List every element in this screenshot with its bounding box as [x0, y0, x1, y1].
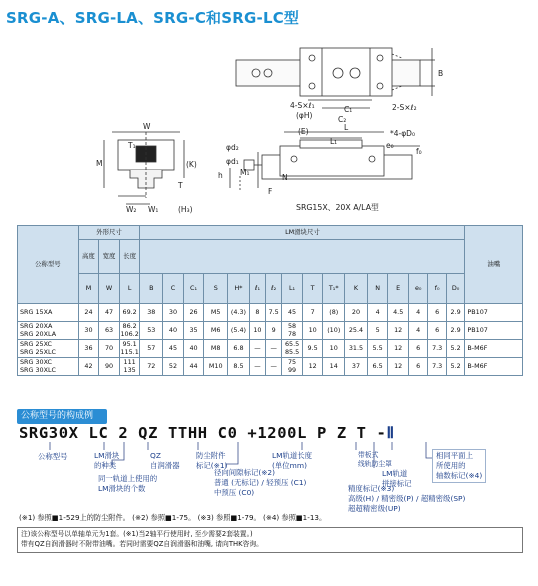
model-code-roman: Ⅱ	[386, 424, 395, 442]
spec-cell: 42	[78, 358, 99, 376]
spec-cell: 53	[140, 322, 163, 340]
letter-cell: ℓ₂	[266, 274, 282, 304]
dim-label: e₀	[386, 141, 394, 150]
ann-rail-plug: LM轨道 拼接标记	[382, 469, 412, 488]
letter-cell: B	[140, 274, 163, 304]
spec-cell: 45	[163, 340, 184, 358]
block-dims-header: LM滑块尺寸	[140, 226, 465, 240]
spec-cell: (5.4)	[228, 322, 250, 340]
dim-label: W	[143, 122, 151, 131]
top-view	[236, 48, 435, 108]
spec-cell: 36	[78, 340, 99, 358]
ann-clearance: 径向间隙标记(※2) 普通 (无标记) / 轻预压 (C1) 中预压 (C0)	[214, 468, 307, 497]
dim-label: (E)	[298, 127, 309, 136]
spec-cell: 57	[140, 340, 163, 358]
spec-cell: M6	[204, 322, 228, 340]
dim-label: (K)	[186, 160, 197, 169]
spec-cell: 30	[163, 304, 184, 322]
spec-cell: 26	[183, 304, 204, 322]
spec-cell: 44	[183, 358, 204, 376]
ann-block-type: LM滑块 的种类	[94, 451, 120, 470]
spec-cell: 40	[163, 322, 184, 340]
dim-label: h	[218, 171, 223, 180]
dim-label: T	[178, 181, 183, 190]
dim-label: C₂	[338, 115, 347, 124]
model-code-main: SRG30X LC 2 QZ TTHH C0 +1200L P Z T -	[19, 424, 387, 442]
letter-cell: T	[302, 274, 323, 304]
spec-cell: 12	[388, 322, 409, 340]
width-header: 宽度	[99, 240, 120, 274]
letter-cell: N	[367, 274, 388, 304]
spec-cell: 65.5 85.5	[282, 340, 303, 358]
spec-cell: 20	[345, 304, 368, 322]
dim-label: N	[282, 173, 288, 182]
spec-cell: 70	[99, 340, 120, 358]
letter-cell: T₁*	[323, 274, 345, 304]
spec-cell: 12	[302, 358, 323, 376]
dim-label: 2-S×ℓ₂	[392, 103, 417, 112]
dim-label: W₂	[126, 205, 137, 214]
spec-cell: 5.2	[446, 358, 465, 376]
spec-cell: 12	[388, 340, 409, 358]
spec-cell: 4	[367, 304, 388, 322]
model-cell: SRG 30XC SRG 30XLC	[18, 358, 79, 376]
dim-label: B	[438, 69, 444, 78]
spec-cell: 6	[428, 322, 446, 340]
spec-cell: PB107	[465, 304, 523, 322]
spec-cell: 9.5	[302, 340, 323, 358]
letter-cell: D₀	[446, 274, 465, 304]
spec-cell: 7.3	[428, 340, 446, 358]
spec-cell: —	[266, 340, 282, 358]
spec-cell: 14	[323, 358, 345, 376]
spec-cell: 10	[323, 340, 345, 358]
spec-cell: 7.5	[266, 304, 282, 322]
drawing-caption: SRG15X、20X A/LA型	[296, 203, 379, 212]
dim-label: T₁	[128, 141, 136, 150]
ann-qz: QZ 自润滑器	[150, 451, 180, 470]
spec-cell: 9	[266, 322, 282, 340]
model-cell: SRG 20XA SRG 20XLA	[18, 322, 79, 340]
letter-cell: f₀	[428, 274, 446, 304]
spec-cell: 72	[140, 358, 163, 376]
spec-cell: 5	[367, 322, 388, 340]
spec-cell: 5.2	[446, 340, 465, 358]
spec-cell: 10	[249, 322, 265, 340]
spec-cell: —	[249, 340, 265, 358]
spec-cell: 31.5	[345, 340, 368, 358]
spec-cell: 63	[99, 322, 120, 340]
spec-cell: 38	[140, 304, 163, 322]
spec-cell: 2.9	[446, 304, 465, 322]
ann-rail-length: LM轨道长度 (单位mm)	[272, 451, 313, 470]
dim-label: W₁	[148, 205, 159, 214]
spec-cell: 90	[99, 358, 120, 376]
spec-cell: 45	[282, 304, 303, 322]
spec-cell: 47	[99, 304, 120, 322]
spec-row	[18, 340, 523, 358]
length-header: 长度	[119, 240, 140, 274]
spec-cell: 86.2 106.2	[120, 322, 139, 338]
spec-cell: 6	[428, 304, 446, 322]
spec-cell: 30	[78, 322, 99, 340]
model-cell: SRG 25XC SRG 25XLC	[18, 340, 79, 358]
letter-cell: ℓ₁	[249, 274, 265, 304]
letter-cell: e₀	[408, 274, 427, 304]
spec-cell: (10)	[323, 322, 345, 340]
config-heading: 公称型号的构成例	[17, 409, 107, 424]
letter-cell: L	[119, 274, 140, 304]
outer-dims-header: 外形尺寸	[78, 226, 140, 240]
height-header: 高度	[78, 240, 99, 274]
spec-cell: 58 78	[282, 322, 303, 340]
col-model-header: 公称型号	[18, 226, 79, 304]
dim-label: L	[344, 123, 349, 132]
spec-cell: 5.5	[367, 340, 388, 358]
spec-cell: B-M6F	[465, 340, 523, 358]
dim-label: F	[268, 187, 273, 196]
spec-cell: PB107	[465, 322, 523, 340]
spec-cell: 37	[345, 358, 368, 376]
ann-plate-seal: 带板式 线轨防尘罩	[358, 451, 392, 469]
page-title: SRG-A、SRG-LA、SRG-C和SRG-LC型	[6, 9, 300, 27]
spec-cell: M5	[204, 304, 228, 322]
letter-cell: E	[388, 274, 409, 304]
letter-cell: K	[345, 274, 368, 304]
letter-cell: S	[204, 274, 228, 304]
spec-cell: —	[249, 358, 265, 376]
spec-cell: 4	[408, 304, 427, 322]
spec-cell: —	[266, 358, 282, 376]
spec-cell: 6	[408, 340, 427, 358]
dim-label: f₀	[416, 147, 422, 156]
spec-cell: 25.4	[345, 322, 368, 340]
spec-cell: 75 99	[282, 358, 303, 376]
dim-label: φd₂	[226, 143, 239, 152]
dim-label: L₁	[330, 137, 338, 146]
letter-cell: W	[99, 274, 120, 304]
spec-row	[18, 304, 523, 322]
dim-label: M₁	[240, 168, 250, 177]
dim-label: (H₃)	[178, 205, 193, 214]
letter-cell: H*	[228, 274, 250, 304]
letter-cell: M	[78, 274, 99, 304]
nipple-header: 油嘴	[465, 226, 523, 304]
spec-cell: 35	[183, 322, 204, 340]
spec-cell: 24	[78, 304, 99, 322]
ann-accuracy: 精度标记(※3) 高级(H) / 精密级(P) / 超精密级(SP) 超超精密级(UP)	[348, 484, 466, 513]
dim-label: 4-S×ℓ₁	[290, 101, 315, 110]
ann-parallel: 相同平面上 所使用的 轴数标记(※4)	[432, 449, 486, 483]
dim-label: (φH)	[296, 111, 313, 120]
front-view	[104, 132, 184, 204]
spec-cell: 7.3	[428, 358, 446, 376]
dim-label: φd₁	[226, 157, 239, 166]
spec-cell: 6.5	[367, 358, 388, 376]
spec-table	[17, 225, 523, 376]
spec-cell: 8	[249, 304, 265, 322]
spec-cell: M8	[204, 340, 228, 358]
spec-cell: 7	[302, 304, 323, 322]
model-cell: SRG 15XA	[18, 304, 79, 322]
spec-cell: 6	[408, 358, 427, 376]
reference-notes: (※1) 参照■1-529上的防尘附件。 (※2) 参照■1-75。 (※3) 参照■1-79。 (※4) 参照■1-13。	[19, 513, 327, 522]
spec-cell: 6.8	[228, 340, 250, 358]
spec-cell: 12	[388, 358, 409, 376]
spec-cell: 8.5	[228, 358, 250, 376]
spec-cell: (8)	[323, 304, 345, 322]
letter-cell: C	[163, 274, 184, 304]
spec-cell: B-M6F	[465, 358, 523, 376]
letter-cell: C₁	[183, 274, 204, 304]
spec-cell: 2.9	[446, 322, 465, 340]
spec-cell: 4.5	[388, 304, 409, 322]
ann-block-count: 同一轨道上使用的 LM滑块的个数	[98, 474, 158, 493]
footer-notes: 注)该公称型号以单轴单元为1套。(※1)当2轴平行使用时, 至少需要2套装置。) 带有QZ自润滑器时不附带油嘴。若同时需要QZ自润滑器和油嘴, 请向THK咨询。	[17, 527, 523, 553]
dim-label: C₁	[344, 105, 353, 114]
dim-label: *4-φD₀	[390, 129, 415, 138]
dimension-drawing	[0, 28, 538, 224]
letter-cell: L₁	[282, 274, 303, 304]
spec-row	[18, 358, 523, 376]
letter-row	[18, 274, 523, 304]
spec-cell: 69.2	[119, 304, 140, 322]
ann-seal: 防尘附件 标记(※1)	[196, 451, 228, 470]
spec-cell: 4	[408, 322, 427, 340]
spec-cell: 111 135	[119, 358, 140, 376]
spec-row	[18, 322, 523, 340]
ann-model: 公称型号	[38, 452, 68, 461]
spec-cell: 95.1 115.1	[120, 340, 139, 356]
spec-cell: 10	[302, 322, 323, 340]
dim-label: M	[96, 159, 103, 168]
spec-cell: (4.3)	[228, 304, 250, 322]
spec-cell: M10	[204, 358, 228, 376]
spec-cell: 40	[183, 340, 204, 358]
spec-cell: 52	[163, 358, 184, 376]
